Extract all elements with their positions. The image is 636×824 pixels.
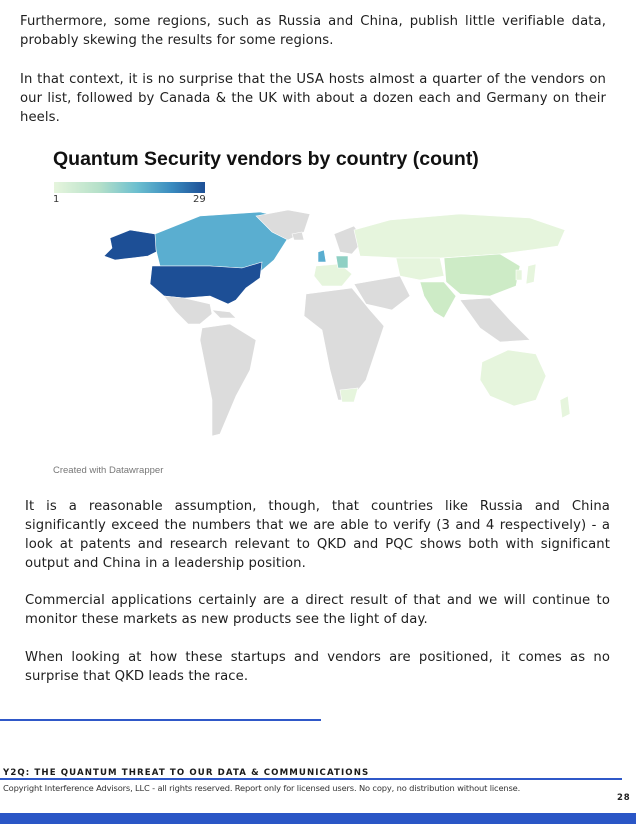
country-usa-alaska: [104, 230, 160, 260]
country-uk: [318, 250, 326, 262]
country-india: [420, 282, 456, 318]
south-america: [200, 324, 256, 436]
country-russia: [354, 214, 565, 258]
footer-report-title: Y2Q: THE QUANTUM THREAT TO OUR DATA & COMMUNICATIONS: [3, 768, 370, 778]
page-number: 28: [617, 793, 631, 803]
map-legend-gradient: [54, 182, 205, 193]
country-korea: [516, 270, 522, 280]
body-paragraph-2: In that context, it is no surprise that the USA hosts almost a quarter of the vendors on our list, followed by Canada & the UK with about a dozen each and Germany on their heels.: [20, 72, 606, 125]
world-choropleth-map: [60, 200, 580, 455]
country-australia: [480, 350, 546, 406]
body-paragraph-1: Furthermore, some regions, such as Russia and China, publish little verifiable data, probably skewing the results for some regions.: [20, 14, 606, 48]
body-paragraph-4: Commercial applications certainly are a direct result of that and we will continue to monitor these markets as new products see the light of day.: [25, 593, 610, 627]
map-title: Quantum Security vendors by country (count): [53, 148, 479, 170]
body-paragraph-3: It is a reasonable assumption, though, that countries like Russia and China significantly exceed the numbers that we are able to verify (3 and 4 respectively) - a look at patents and research relevant to QKD and PQC shows both with significant output and China in a leadership position.: [25, 499, 610, 571]
map-credit: Created with Datawrapper: [53, 465, 164, 476]
country-japan: [526, 264, 536, 284]
legend-max-label: 29: [193, 194, 206, 205]
footer-copyright: Copyright Interference Advisors, LLC - all rights reserved. Report only for licensed users. No copy, no distribution without license.: [3, 783, 521, 793]
footer-color-bar: [0, 813, 636, 824]
section-divider: [0, 719, 321, 721]
country-china: [444, 254, 520, 296]
country-germany: [336, 256, 348, 268]
country-new-zealand: [560, 396, 570, 418]
legend-min-label: 1: [53, 194, 60, 205]
country-mexico-central-america: [164, 296, 212, 324]
body-paragraph-5: When looking at how these startups and vendors are positioned, it comes as no surprise that QKD leads the race.: [25, 650, 610, 684]
caribbean: [212, 310, 236, 318]
central-asia: [396, 258, 444, 280]
southeast-asia: [460, 298, 530, 342]
footer-divider: [0, 778, 622, 780]
country-south-africa: [340, 388, 358, 402]
